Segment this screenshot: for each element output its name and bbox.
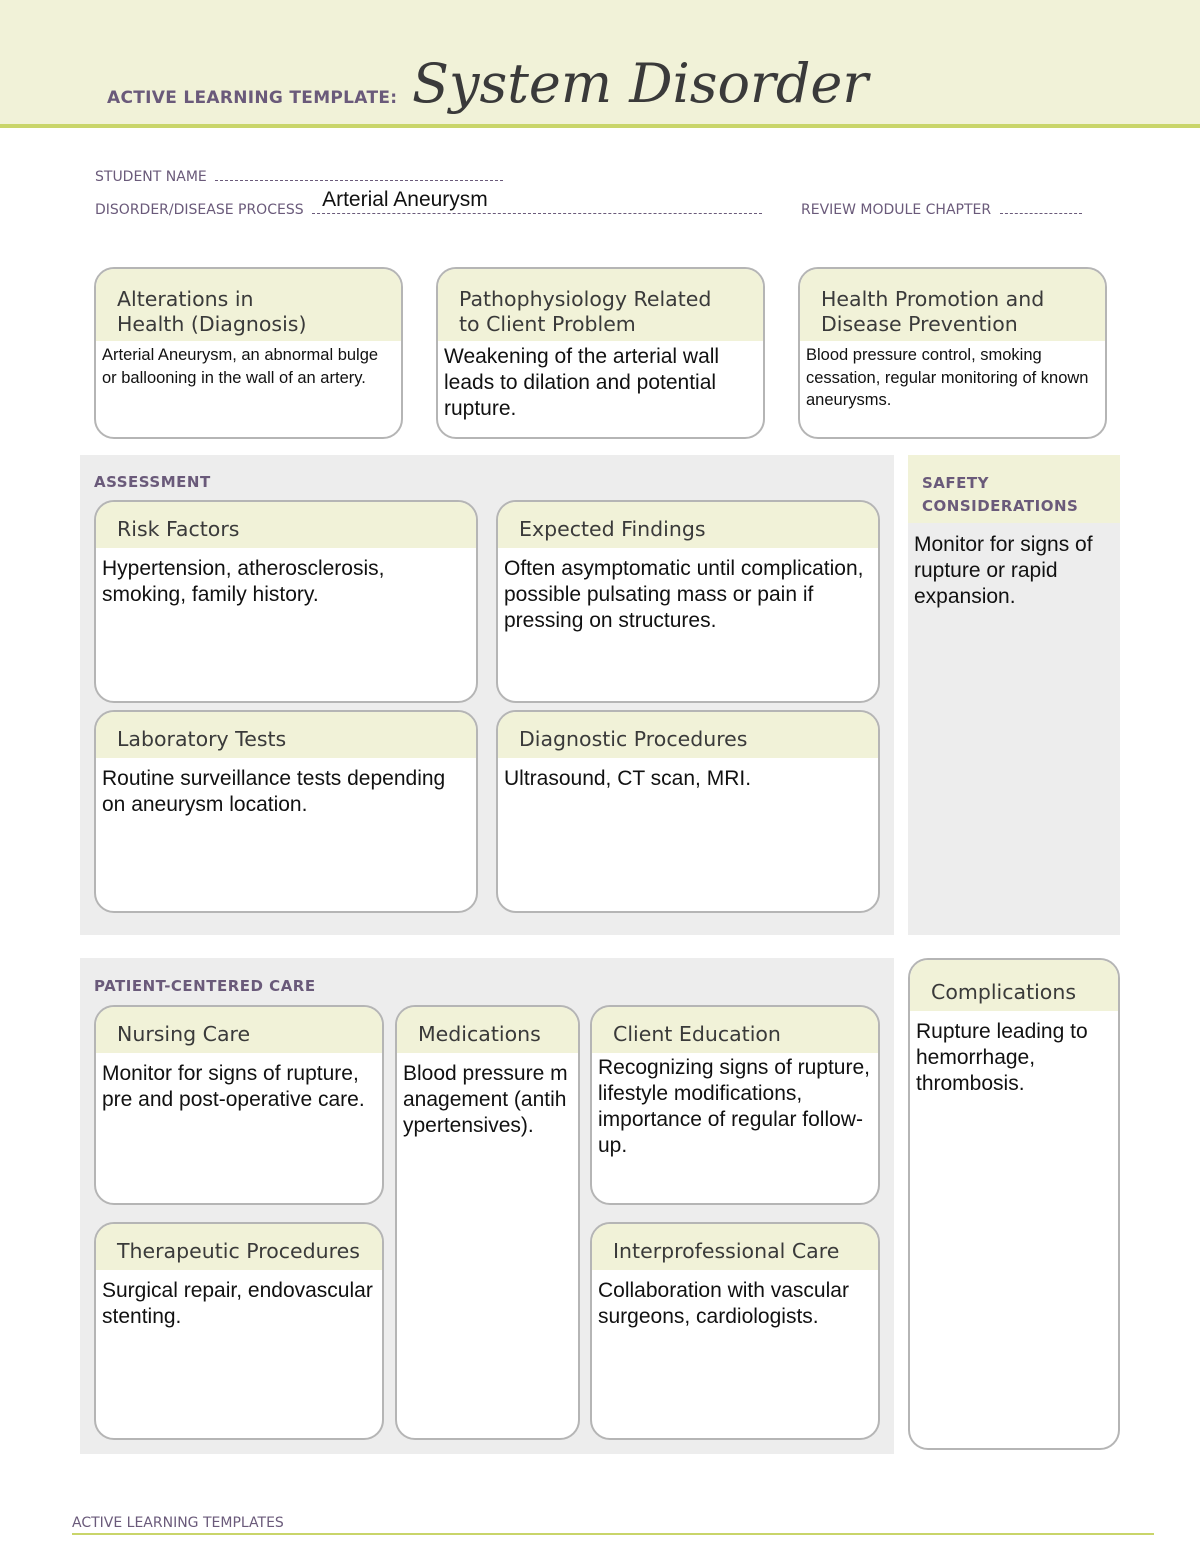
laboratory-tests-title: Laboratory Tests [96, 712, 476, 758]
nursing-care-title: Nursing Care [96, 1007, 382, 1053]
risk-factors-title: Risk Factors [96, 502, 476, 548]
expected-findings-text[interactable]: Often asymptomatic until complication, possible pulsating mass or pain if pressing on structures. [504, 557, 864, 632]
review-module-field[interactable] [1000, 199, 1082, 214]
diagnostic-procedures-box[interactable] [496, 710, 880, 913]
pathophysiology-title-line-2: to Client Problem [459, 312, 636, 336]
alterations-text[interactable]: Arterial Aneurysm, an abnormal bulge or ballooning in the wall of an artery. [102, 346, 379, 387]
pathophysiology-title-line-1: Pathophysiology Related [459, 287, 712, 311]
complications-title: Complications [910, 960, 1118, 1011]
footer-rule [72, 1533, 1154, 1535]
health-promotion-text[interactable]: Blood pressure control, smoking cessation, regular monitoring of known aneurysms. [806, 346, 1089, 409]
health-promotion-title-line-2: Disease Prevention [821, 312, 1018, 336]
interprofessional-care-text[interactable]: Collaboration with vascular surgeons, cardiologists. [598, 1279, 849, 1328]
review-module-row [801, 199, 1082, 218]
interprofessional-care-box[interactable] [590, 1222, 880, 1440]
medications-title: Medications [397, 1007, 578, 1053]
page-title: System Disorder [412, 52, 869, 115]
diagnostic-procedures-title: Diagnostic Procedures [498, 712, 878, 758]
safety-considerations-panel[interactable] [908, 455, 1120, 935]
therapeutic-procedures-box[interactable] [94, 1222, 384, 1440]
nursing-care-text[interactable]: Monitor for signs of rupture, pre and post-operative care. [102, 1062, 365, 1111]
health-promotion-title-line-1: Health Promotion and [821, 287, 1045, 311]
laboratory-tests-text[interactable]: Routine surveillance tests depending on aneurysm location. [102, 767, 446, 816]
student-name-label: STUDENT NAME [95, 169, 207, 185]
alterations-title [96, 269, 401, 341]
safety-title-line-1: SAFETY [922, 474, 989, 492]
therapeutic-procedures-title: Therapeutic Procedures [96, 1224, 382, 1270]
patient-centered-care-title: PATIENT-CENTERED CARE [94, 977, 316, 995]
client-education-box[interactable] [590, 1005, 880, 1205]
alterations-title-line-2: Health (Diagnosis) [117, 312, 307, 336]
assessment-title: ASSESSMENT [94, 473, 211, 491]
template-label: ACTIVE LEARNING TEMPLATE: [107, 88, 398, 108]
health-promotion-title [800, 269, 1105, 341]
risk-factors-box[interactable] [94, 500, 478, 703]
header-rule [0, 124, 1200, 128]
complications-text[interactable]: Rupture leading to hemorrhage, thrombosis. [916, 1020, 1088, 1095]
alterations-box[interactable] [94, 267, 403, 439]
safety-title-line-2: CONSIDERATIONS [922, 497, 1079, 515]
complications-box[interactable] [908, 958, 1120, 1450]
review-module-label: REVIEW MODULE CHAPTER [801, 202, 992, 218]
laboratory-tests-box[interactable] [94, 710, 478, 913]
disorder-label: DISORDER/DISEASE PROCESS [95, 202, 304, 218]
medications-text[interactable]: Blood pressure management (antihypertensives). [403, 1062, 568, 1137]
student-name-row [95, 166, 503, 185]
health-promotion-box[interactable] [798, 267, 1107, 439]
pathophysiology-text[interactable]: Weakening of the arterial wall leads to dilation and potential rupture. [444, 345, 720, 420]
safety-considerations-title [922, 472, 1078, 518]
nursing-care-box[interactable] [94, 1005, 384, 1205]
expected-findings-title: Expected Findings [498, 502, 878, 548]
interprofessional-care-title: Interprofessional Care [592, 1224, 878, 1270]
disorder-field[interactable] [312, 188, 762, 214]
risk-factors-text[interactable]: Hypertension, atherosclerosis, smoking, family history. [102, 557, 385, 606]
client-education-text[interactable]: Recognizing signs of rupture, lifestyle modifications, importance of regular follow-up. [598, 1056, 870, 1157]
diagnostic-procedures-text[interactable]: Ultrasound, CT scan, MRI. [504, 767, 752, 790]
pathophysiology-title [438, 269, 763, 341]
alterations-title-line-1: Alterations in [117, 287, 254, 311]
disorder-value: Arterial Aneurysm [322, 188, 488, 211]
pathophysiology-box[interactable] [436, 267, 765, 439]
disorder-row [95, 188, 762, 218]
student-name-field[interactable] [215, 166, 503, 181]
expected-findings-box[interactable] [496, 500, 880, 703]
footer-text: ACTIVE LEARNING TEMPLATES [72, 1515, 284, 1531]
client-education-title: Client Education [592, 1007, 878, 1053]
medications-box[interactable] [395, 1005, 580, 1440]
therapeutic-procedures-text[interactable]: Surgical repair, endovascular stenting. [102, 1279, 373, 1328]
safety-considerations-text[interactable]: Monitor for signs of rupture or rapid expansion. [914, 533, 1093, 608]
